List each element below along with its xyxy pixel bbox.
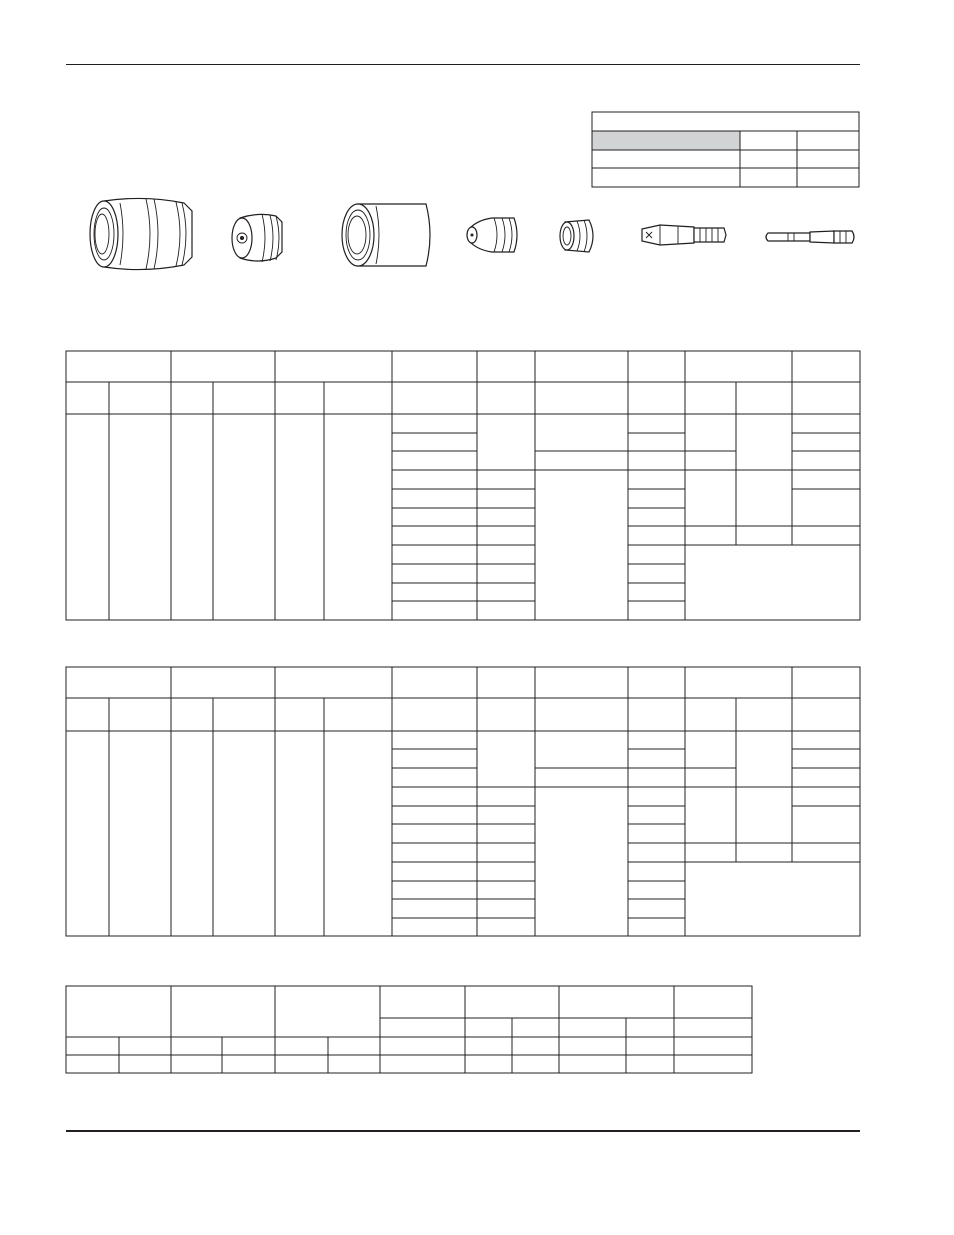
footer-rule — [66, 1130, 860, 1132]
